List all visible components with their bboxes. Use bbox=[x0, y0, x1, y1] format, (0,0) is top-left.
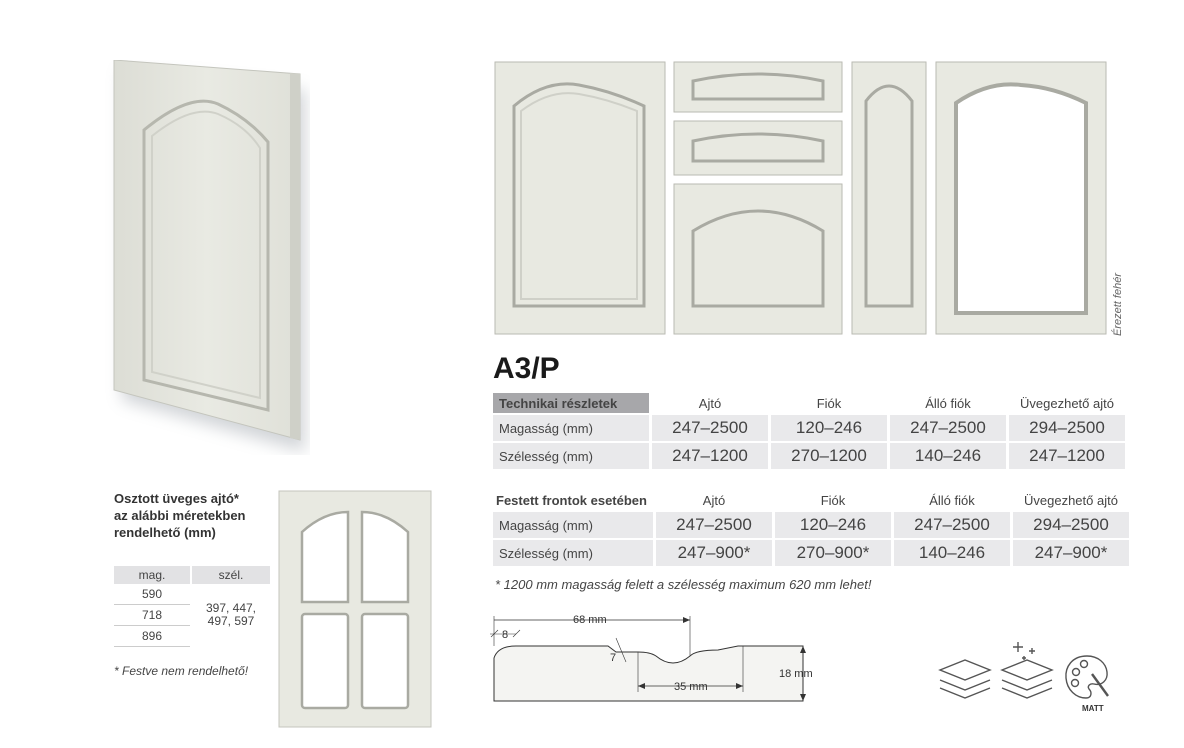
table-cell: 270–1200 bbox=[771, 443, 887, 469]
table-row bbox=[493, 415, 1125, 441]
col-height-header: mag. bbox=[114, 566, 190, 584]
glass-door-image bbox=[278, 490, 432, 728]
table-cell: 270–900* bbox=[775, 540, 891, 566]
table-cell: 247–900* bbox=[656, 540, 772, 566]
glass-door-title bbox=[114, 490, 274, 541]
table-header-row bbox=[493, 490, 1129, 510]
front-panels-image bbox=[494, 61, 1108, 336]
painted-fronts-table bbox=[490, 488, 1132, 568]
height-cell: 896 bbox=[114, 626, 190, 647]
table-row bbox=[493, 443, 1125, 469]
glass-door-title-line: rendelhető (mm) bbox=[114, 525, 216, 540]
table-header-cell: Álló fiók bbox=[925, 395, 971, 411]
table-cell: 120–246 bbox=[775, 512, 891, 538]
table-cell: 247–900* bbox=[1013, 540, 1129, 566]
table-cell: 140–246 bbox=[890, 443, 1006, 469]
table-cell: Szélesség (mm) bbox=[493, 540, 653, 566]
dim-7-label: 7 bbox=[610, 652, 617, 664]
table-cell: 247–2500 bbox=[656, 512, 772, 538]
table-header-cell: Technikai részletek bbox=[493, 393, 649, 413]
table-header-cell: Fiók bbox=[816, 395, 842, 411]
door-panel bbox=[495, 62, 665, 334]
model-title: A3/P bbox=[493, 352, 560, 385]
table-cell: Magasság (mm) bbox=[493, 415, 649, 441]
glass-door-note: * Festve nem rendelhető! bbox=[114, 664, 249, 678]
table-header-row bbox=[493, 393, 1125, 413]
table-cell: 247–2500 bbox=[652, 415, 768, 441]
table-cell: Szélesség (mm) bbox=[493, 443, 649, 469]
dim-18-label: 18 mm bbox=[779, 668, 813, 680]
table-header-cell: Álló fiók bbox=[929, 492, 975, 508]
drawer-panel-3 bbox=[674, 184, 842, 334]
width-value: 497, 597 bbox=[207, 614, 255, 629]
table-cell: 247–1200 bbox=[652, 443, 768, 469]
table-row bbox=[114, 584, 270, 605]
width-cell bbox=[192, 584, 270, 647]
table-cell: 247–1200 bbox=[1009, 443, 1125, 469]
height-cell: 718 bbox=[114, 605, 190, 626]
footnote: * 1200 mm magasság felett a szélesség maximum 620 mm lehet! bbox=[495, 577, 872, 592]
table-header-cell: Festett frontok esetében bbox=[496, 492, 647, 508]
matt-label: MATT bbox=[1082, 704, 1104, 713]
table-cell: 294–2500 bbox=[1009, 415, 1125, 441]
table-cell: 294–2500 bbox=[1013, 512, 1129, 538]
col-width-header: szél. bbox=[192, 566, 270, 584]
finish-label bbox=[1112, 262, 1126, 336]
technical-details-table bbox=[490, 391, 1128, 471]
sparkle-layers-icon bbox=[998, 638, 1056, 700]
table-header-cell: Üvegezhető ajtó bbox=[1024, 492, 1118, 508]
table-cell: 120–246 bbox=[771, 415, 887, 441]
table-header-cell: Ajtó bbox=[702, 492, 726, 508]
glass-door-size-table bbox=[114, 566, 270, 647]
finish-label-text: Érezett fehér bbox=[1112, 273, 1124, 336]
width-value: 397, 447, bbox=[205, 601, 257, 616]
drawer-panel-2 bbox=[674, 121, 842, 175]
tall-drawer-panel bbox=[852, 62, 926, 334]
table-header-row bbox=[114, 566, 270, 584]
table-cell: 247–2500 bbox=[894, 512, 1010, 538]
glass-door-title-line: Osztott üveges ajtó* bbox=[114, 491, 239, 506]
glass-door-panel bbox=[936, 62, 1106, 334]
height-cell: 590 bbox=[114, 584, 190, 605]
table-cell: 247–2500 bbox=[890, 415, 1006, 441]
edge-profile-drawing bbox=[488, 606, 828, 706]
layers-icon bbox=[936, 650, 994, 700]
table-row bbox=[493, 512, 1129, 538]
dim-35-label: 35 mm bbox=[674, 681, 708, 693]
dim-8-label: 8 bbox=[502, 629, 509, 641]
paint-palette-icon bbox=[1062, 652, 1112, 704]
glass-door-title-line: az alábbi méretekben bbox=[114, 508, 246, 523]
drawer-panel-1 bbox=[674, 62, 842, 112]
table-cell: 140–246 bbox=[894, 540, 1010, 566]
table-header-cell: Fiók bbox=[820, 492, 846, 508]
dim-68-label: 68 mm bbox=[573, 614, 607, 626]
door-3d-image bbox=[100, 60, 310, 455]
table-header-cell: Ajtó bbox=[698, 395, 722, 411]
table-header-cell: Üvegezhető ajtó bbox=[1020, 395, 1114, 411]
table-row bbox=[493, 540, 1129, 566]
table-cell: Magasság (mm) bbox=[493, 512, 653, 538]
